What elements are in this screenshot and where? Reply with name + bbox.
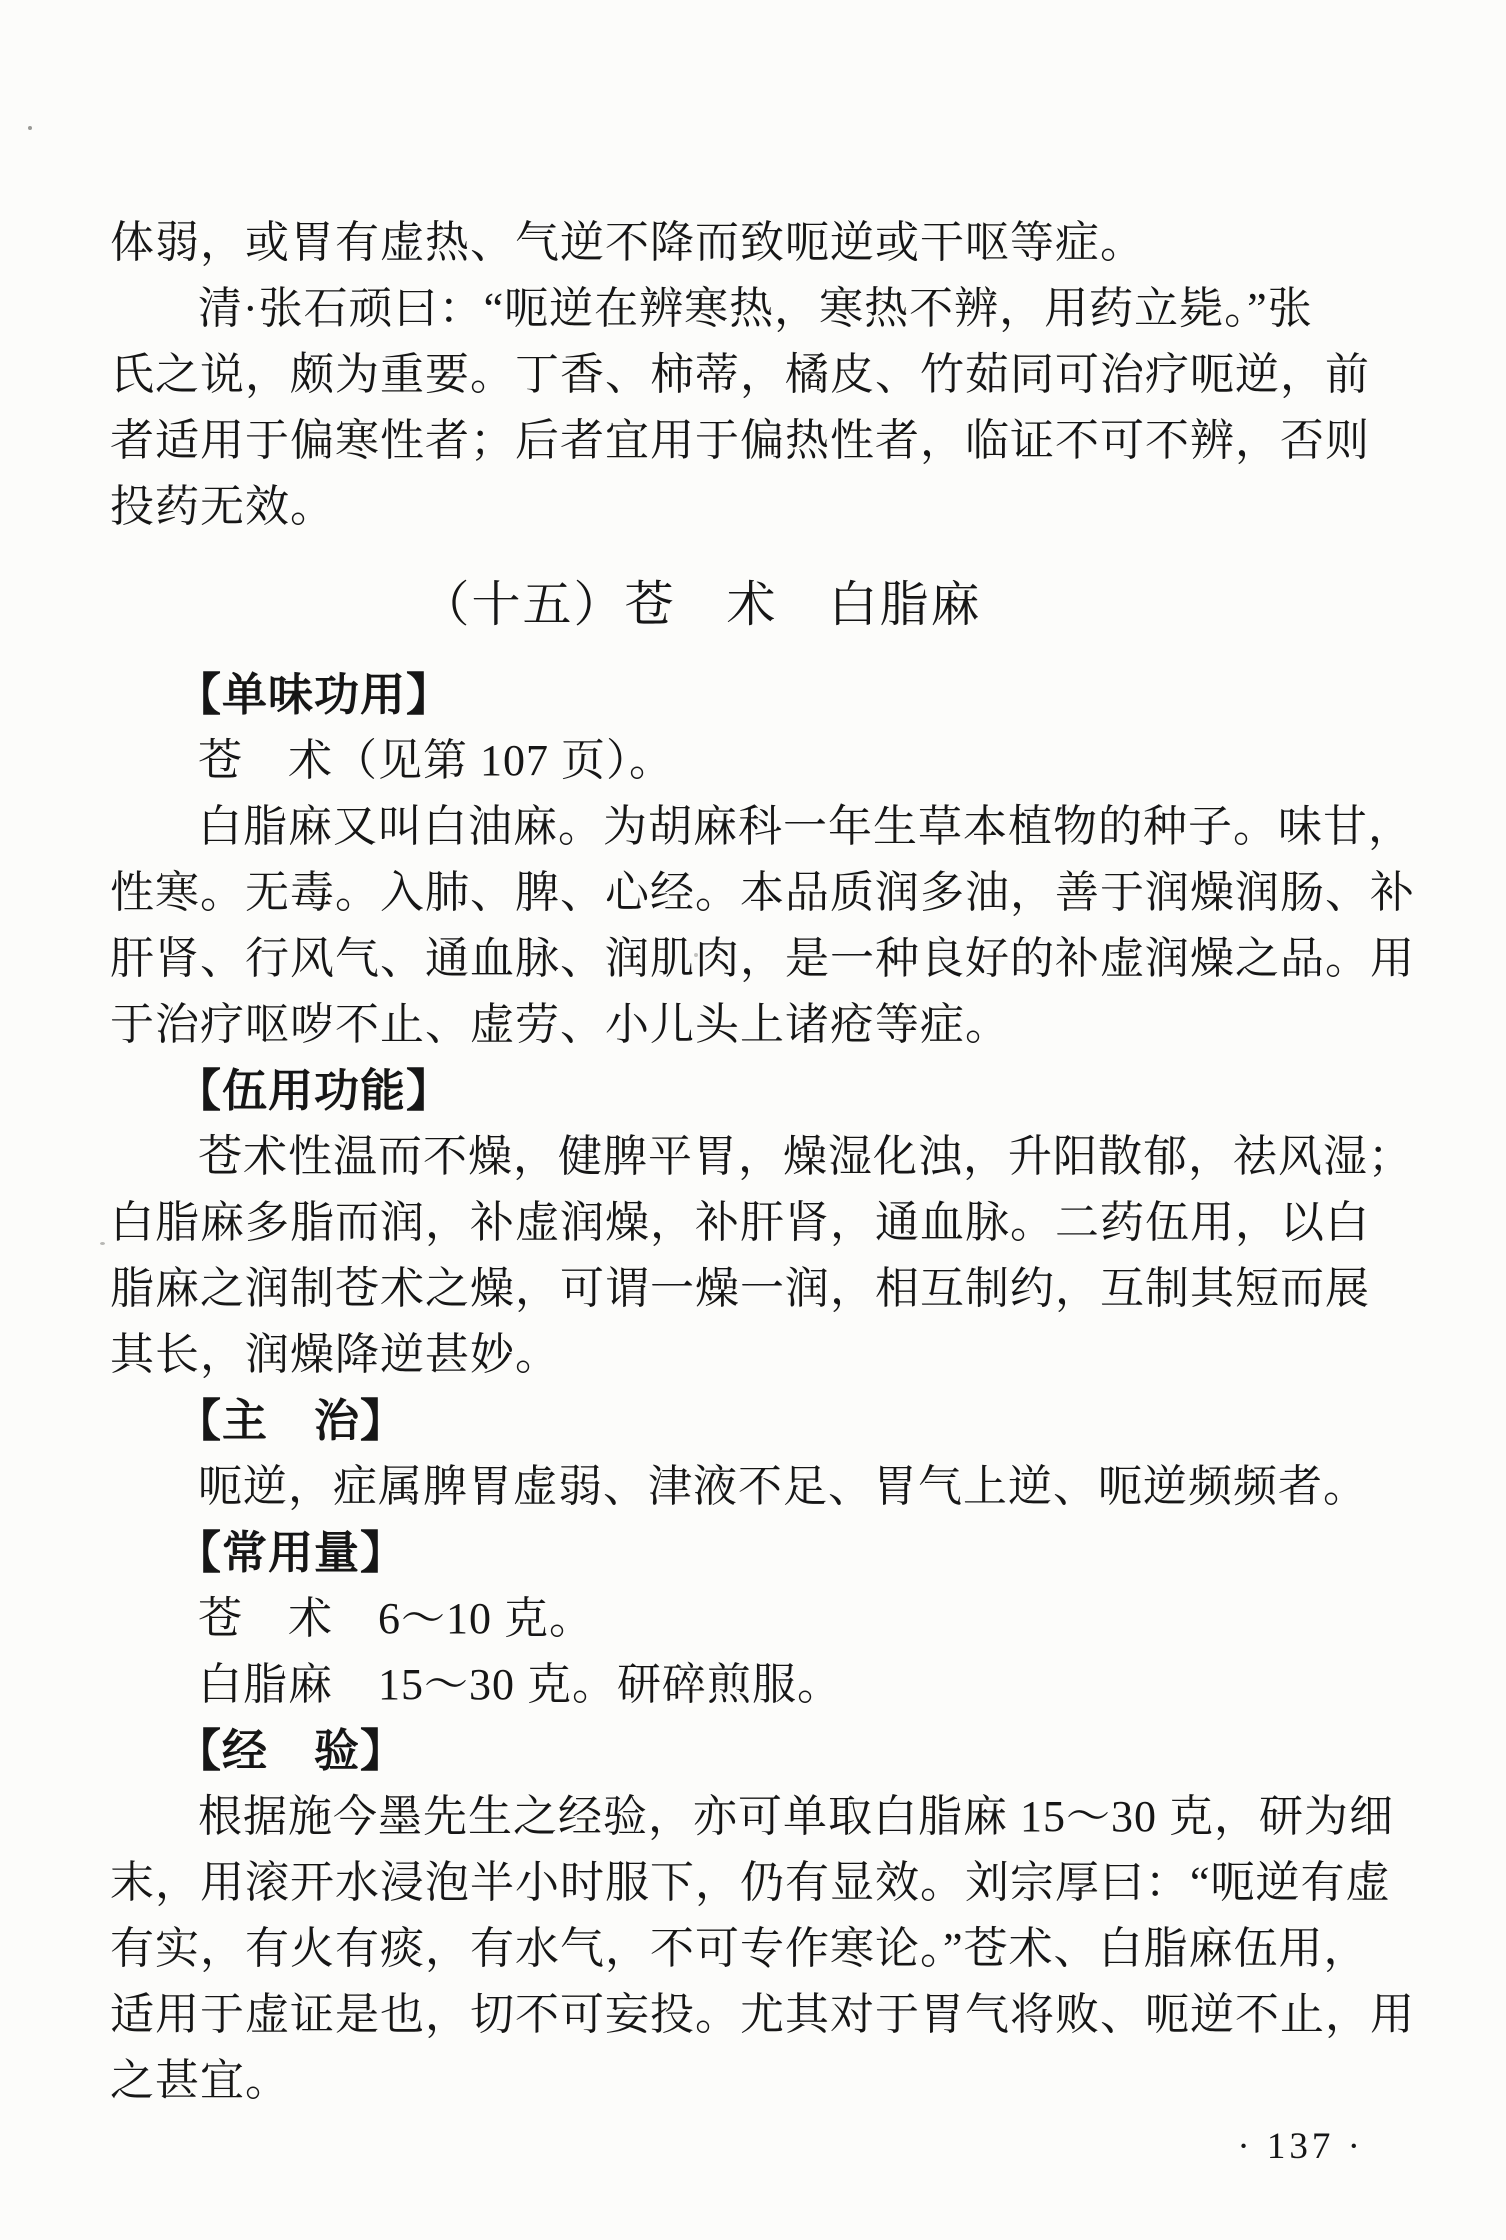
text-line: 白脂麻又叫白油麻。为胡麻科一年生草本植物的种子。味甘，: [198, 802, 1413, 851]
text-line: 有实，有火有痰，有水气，不可专作寒论。”苍术、白脂麻伍用，: [110, 1924, 1369, 1973]
text-line: 末，用滚开水浸泡半小时服下，仍有显效。刘宗厚曰：“呃逆有虚: [110, 1858, 1391, 1907]
intro-line: 氏之说，颇为重要。丁香、柿蒂，橘皮、竹茹同可治疗呃逆，前: [110, 350, 1370, 399]
text-line: 肝肾、行风气、通血脉、润肌肉，是一种良好的补虚润燥之品。用: [110, 934, 1415, 983]
text-line: 根据施今墨先生之经验，亦可单取白脂麻 15～30 克，研为细: [198, 1792, 1394, 1841]
section-header-danwei-gongyong: 【单味功用】: [176, 669, 453, 720]
text-line: 适用于虚证是也，切不可妄投。尤其对于胃气将败、呃逆不止，用: [110, 1990, 1415, 2039]
section-header-wuyong-gongneng: 【伍用功能】: [176, 1065, 453, 1116]
section-header-changyongliang: 【常用量】: [176, 1527, 407, 1578]
section-header-jingyan: 【经 验】: [176, 1725, 407, 1776]
text-line: 之甚宜。: [110, 2056, 290, 2105]
text-block: [110, 0, 1415, 2180]
text-line: 呃逆，症属脾胃虚弱、津液不足、胃气上逆、呃逆频频者。: [198, 1462, 1368, 1511]
section-header-zhuzhi: 【主 治】: [176, 1395, 407, 1446]
text-line: 白脂麻 15～30 克。研碎煎服。: [198, 1660, 842, 1709]
text-line: 脂麻之润制苍术之燥，可谓一燥一润，相互制约，互制其短而展: [110, 1264, 1370, 1313]
section-heading: （十五）苍 术 白脂麻: [420, 577, 982, 632]
scan-speck: [100, 1242, 105, 1245]
scan-speck: [28, 126, 32, 130]
intro-line: 者适用于偏寒性者；后者宜用于偏热性者，临证不可不辨，否则: [110, 416, 1370, 465]
text-line: 其长，润燥降逆甚妙。: [110, 1330, 560, 1379]
text-line: 苍 术（见第 107 页）。: [198, 736, 674, 785]
text-line: 苍 术 6～10 克。: [198, 1594, 594, 1643]
page-number: · 137 ·: [1237, 2126, 1364, 2167]
intro-line: 体弱，或胃有虚热、气逆不降而致呃逆或干呕等症。: [110, 218, 1145, 267]
intro-line: 清·张石顽曰：“呃逆在辨寒热，寒热不辨，用药立毙。”张: [198, 284, 1313, 333]
intro-line: 投药无效。: [110, 482, 335, 531]
text-line: 苍术性温而不燥，健脾平胃，燥湿化浊，升阳散郁，祛风湿；: [198, 1132, 1413, 1181]
text-line: 于治疗呕哕不止、虚劳、小儿头上诸疮等症。: [110, 1000, 1010, 1049]
text-line: 性寒。无毒。入肺、脾、心经。本品质润多油，善于润燥润肠、补: [110, 868, 1415, 917]
text-line: 白脂麻多脂而润，补虚润燥，补肝肾，通血脉。二药伍用，以白: [110, 1198, 1370, 1247]
